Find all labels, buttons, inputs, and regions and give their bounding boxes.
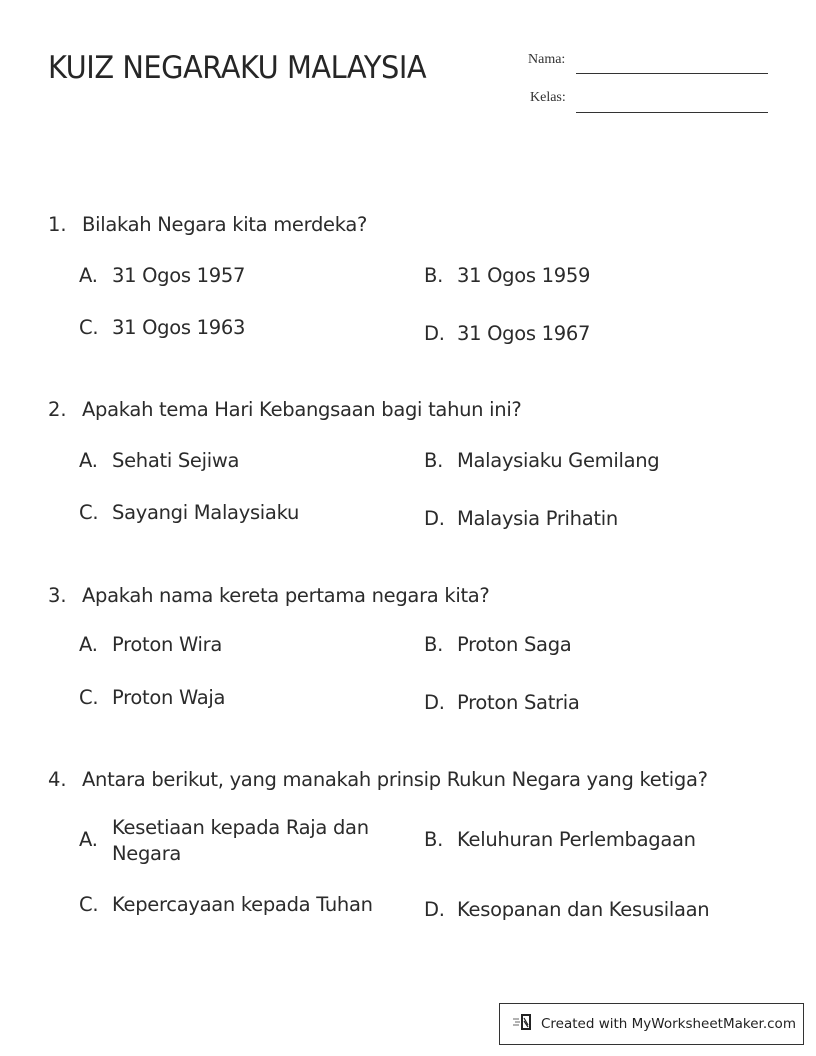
question-text: Bilakah Negara kita merdeka? xyxy=(82,213,368,236)
option-text: Sayangi Malaysiaku xyxy=(112,501,300,524)
footer-text: Created with MyWorksheetMaker.com xyxy=(541,1016,796,1032)
option-text: 31 Ogos 1957 xyxy=(112,264,246,287)
option-letter: C. xyxy=(79,501,99,524)
option-letter: C. xyxy=(79,893,99,916)
class-input-line[interactable] xyxy=(576,112,768,113)
option-letter: C. xyxy=(79,316,99,339)
question-text: Antara berikut, yang manakah prinsip Rukun Negara yang ketiga? xyxy=(82,768,708,791)
option-letter: B. xyxy=(424,264,443,287)
question-number: 2. xyxy=(48,398,67,421)
option-text: 31 Ogos 1959 xyxy=(457,264,591,287)
option-text: Keluhuran Perlembagaan xyxy=(457,828,696,851)
question-number: 1. xyxy=(48,213,67,236)
question-text: Apakah tema Hari Kebangsaan bagi tahun ini? xyxy=(82,398,522,421)
option-text: 31 Ogos 1963 xyxy=(112,316,246,339)
option-text: Kepercayaan kepada Tuhan xyxy=(112,893,373,916)
question-text: Apakah nama kereta pertama negara kita? xyxy=(82,584,490,607)
worksheet-logo-icon xyxy=(512,1012,541,1036)
footer-badge[interactable] xyxy=(499,1003,804,1045)
option-letter: A. xyxy=(79,264,98,287)
class-label: Kelas: xyxy=(530,90,566,105)
option-letter: D. xyxy=(424,691,445,714)
option-letter: B. xyxy=(424,633,443,656)
option-text: Malaysiaku Gemilang xyxy=(457,449,660,472)
question-number: 4. xyxy=(48,768,67,791)
option-letter: B. xyxy=(424,828,443,851)
option-text: Kesopanan dan Kesusilaan xyxy=(457,898,710,921)
option-text: Proton Waja xyxy=(112,686,226,709)
option-text: Proton Saga xyxy=(457,633,572,656)
option-letter: C. xyxy=(79,686,99,709)
option-letter: A. xyxy=(79,828,98,851)
option-text: Proton Wira xyxy=(112,633,223,656)
option-letter: A. xyxy=(79,449,98,472)
option-text: Malaysia Prihatin xyxy=(457,507,618,530)
option-text: Sehati Sejiwa xyxy=(112,449,240,472)
option-letter: D. xyxy=(424,898,445,921)
question-number: 3. xyxy=(48,584,67,607)
name-label: Nama: xyxy=(528,52,566,67)
option-text: 31 Ogos 1967 xyxy=(457,322,591,345)
option-text: Proton Satria xyxy=(457,691,580,714)
option-letter: B. xyxy=(424,449,443,472)
name-input-line[interactable] xyxy=(576,73,768,74)
option-letter: D. xyxy=(424,322,445,345)
option-letter: D. xyxy=(424,507,445,530)
page-title: KUIZ NEGARAKU MALAYSIA xyxy=(48,50,427,86)
option-letter: A. xyxy=(79,633,98,656)
option-text: Kesetiaan kepada Raja dan Negara xyxy=(112,816,369,865)
